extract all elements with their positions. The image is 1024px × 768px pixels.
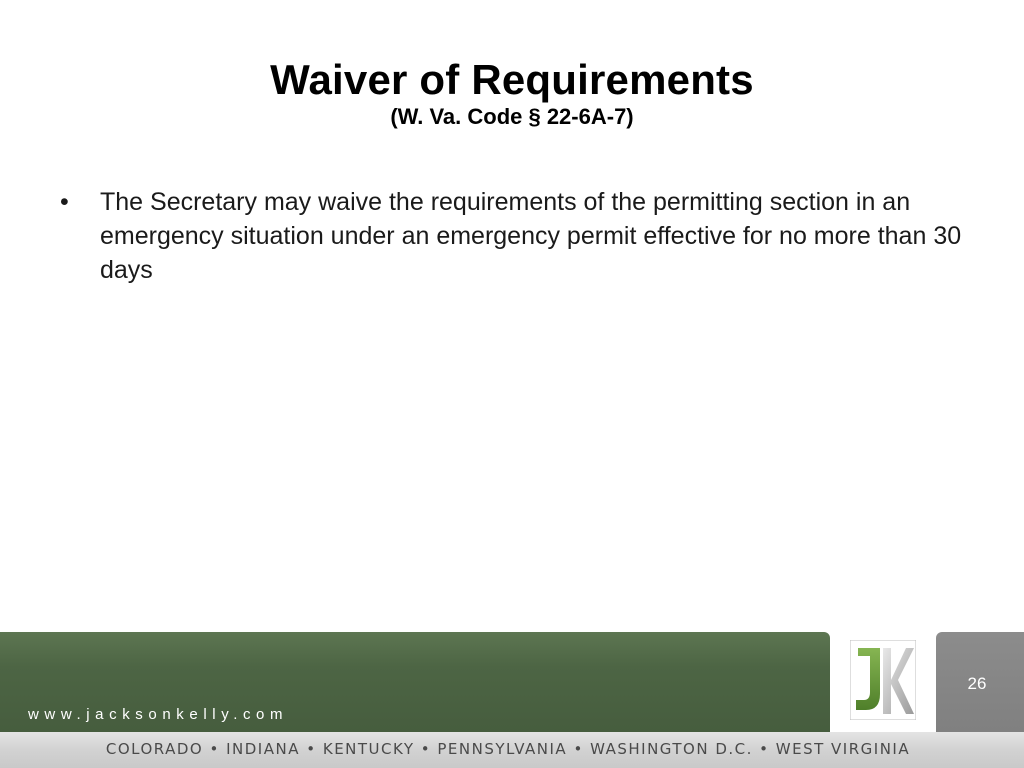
bullet-item xyxy=(58,185,968,287)
states-text: COLORADO • INDIANA • KENTUCKY • PENNSYLVANIA • WASHINGTON D.C. • WEST VIRGINIA xyxy=(105,740,911,758)
title-block xyxy=(0,56,1024,131)
footer-url: www.jacksonkelly.com xyxy=(28,706,289,723)
bullet-list xyxy=(58,185,968,287)
slide-subtitle: (W. Va. Code § 22-6A-7) xyxy=(390,104,634,129)
page-number: 26 xyxy=(967,674,987,693)
page-number-box xyxy=(936,632,1024,732)
bullet-marker: • xyxy=(60,188,69,216)
logo-box xyxy=(836,632,930,732)
states-bar xyxy=(0,732,1024,768)
slide-title: Waiver of Requirements xyxy=(270,56,754,103)
jk-logo-icon xyxy=(850,640,916,720)
bullet-text: The Secretary may waive the requirements of the permitting section in an emergency situation under an emergency permit effective for no more than 30 days xyxy=(100,188,962,284)
